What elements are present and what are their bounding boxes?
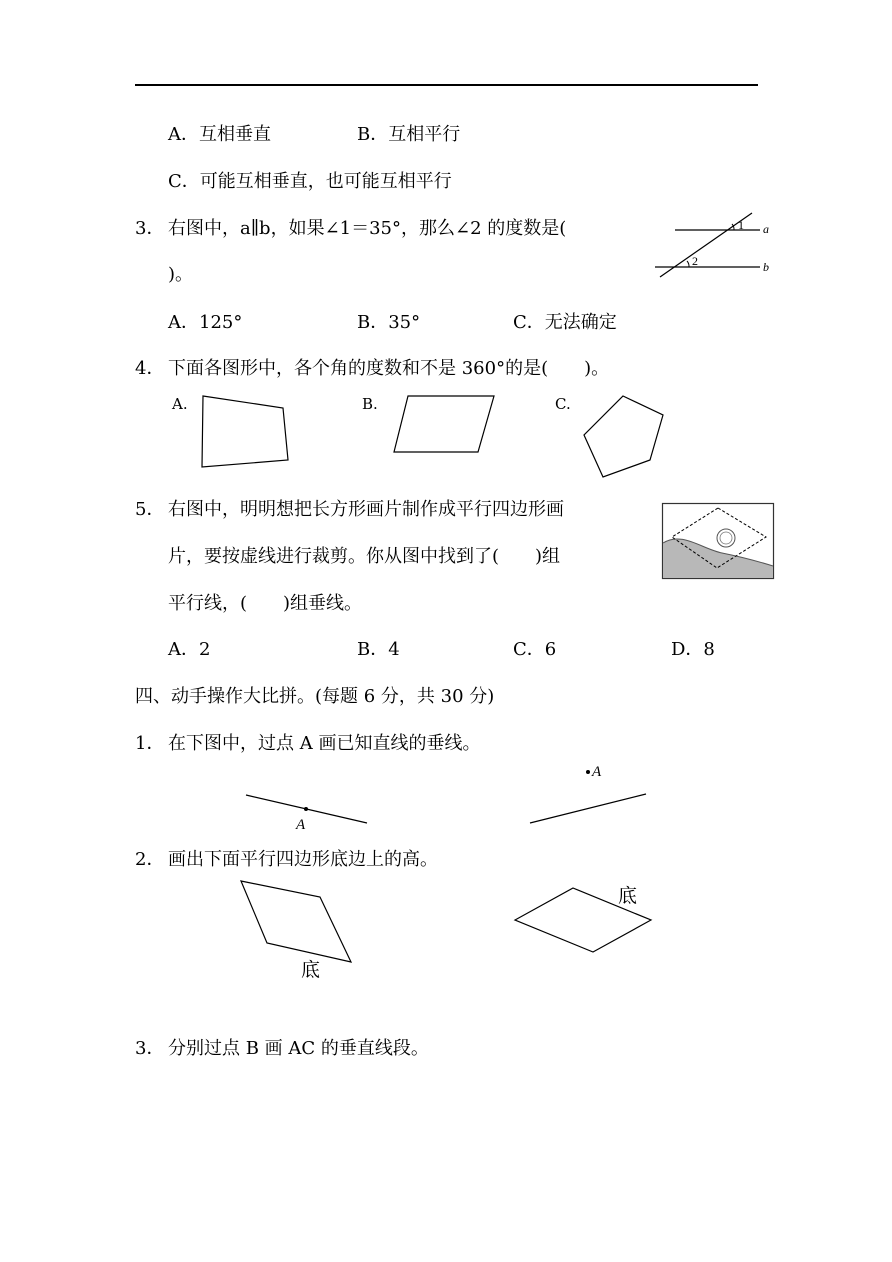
q5-number: 5．: [135, 499, 165, 520]
q5-option-b: B．4: [357, 639, 400, 660]
q5-picture-figure: [662, 503, 774, 579]
q4-figure-b-label: B.: [362, 395, 378, 413]
p2-question: 画出下面平行四边形底边上的高。: [168, 849, 438, 870]
p1-number: 1．: [135, 733, 165, 754]
line-b-label: b: [763, 260, 769, 274]
p1-point-label-right: A: [592, 764, 602, 780]
p3-question: 分别过点 B 画 AC 的垂直线段。: [168, 1038, 429, 1059]
q4-figure-c-label: C.: [555, 395, 571, 413]
q5-line-1: 右图中，明明想把长方形画片制作成平行四边形画: [168, 499, 564, 520]
q5-option-d: D．8: [671, 639, 715, 660]
q3-parallel-lines-figure: [650, 205, 780, 280]
angle-1-label: 1: [738, 218, 744, 232]
angle-2-label: 2: [692, 254, 698, 268]
q5-line-3: 平行线，( )组垂线。: [168, 593, 363, 614]
q3-option-b: B．35°: [357, 312, 421, 333]
line-a-label: a: [763, 222, 769, 236]
q4-pentagon-figure: [580, 392, 675, 482]
angle-2-arc: [687, 261, 689, 267]
q4-figure-a-label: A.: [172, 395, 188, 413]
p1-point-label-left: A: [296, 817, 306, 833]
q4-parallelogram-figure: [390, 392, 500, 457]
q4-quadrilateral-figure: [195, 390, 295, 475]
q4-number: 4．: [135, 358, 165, 379]
p3-number: 3．: [135, 1038, 165, 1059]
p2-base-label-left: 底: [301, 960, 321, 981]
q3-number: 3．: [135, 218, 165, 239]
q3-question-end: )。: [168, 264, 194, 285]
point-a-off-line: [586, 770, 590, 774]
q3-option-a: A．125°: [168, 312, 243, 333]
p1-figure-right: [525, 760, 655, 830]
p2-parallelogram-left: [235, 875, 360, 980]
q2-option-a: A．互相垂直: [168, 124, 271, 145]
point-a-on-line: [304, 807, 308, 811]
q2-option-c: C．可能互相垂直，也可能互相平行: [168, 171, 452, 192]
q4-question: 下面各图形中，各个角的度数和不是 360°的是( )。: [168, 358, 610, 379]
q5-option-a: A．2: [168, 639, 211, 660]
q3-question: 右图中，a∥b，如果∠1＝35°，那么∠2 的度数是(: [168, 218, 567, 239]
section-4-heading: 四、动手操作大比拼。(每题 6 分，共 30 分): [135, 686, 495, 707]
p2-base-label-right: 底: [618, 886, 638, 907]
p1-figure-left: [240, 785, 375, 835]
q5-option-c: C．6: [513, 639, 557, 660]
q3-option-c: C．无法确定: [513, 312, 617, 333]
p1-question: 在下图中，过点 A 画已知直线的垂线。: [168, 733, 481, 754]
p2-number: 2．: [135, 849, 165, 870]
top-rule: [135, 84, 758, 86]
q5-line-2: 片，要按虚线进行裁剪。你从图中找到了( )组: [168, 546, 561, 567]
p2-parallelogram-right: [510, 880, 660, 960]
q2-option-b: B．互相平行: [357, 124, 461, 145]
